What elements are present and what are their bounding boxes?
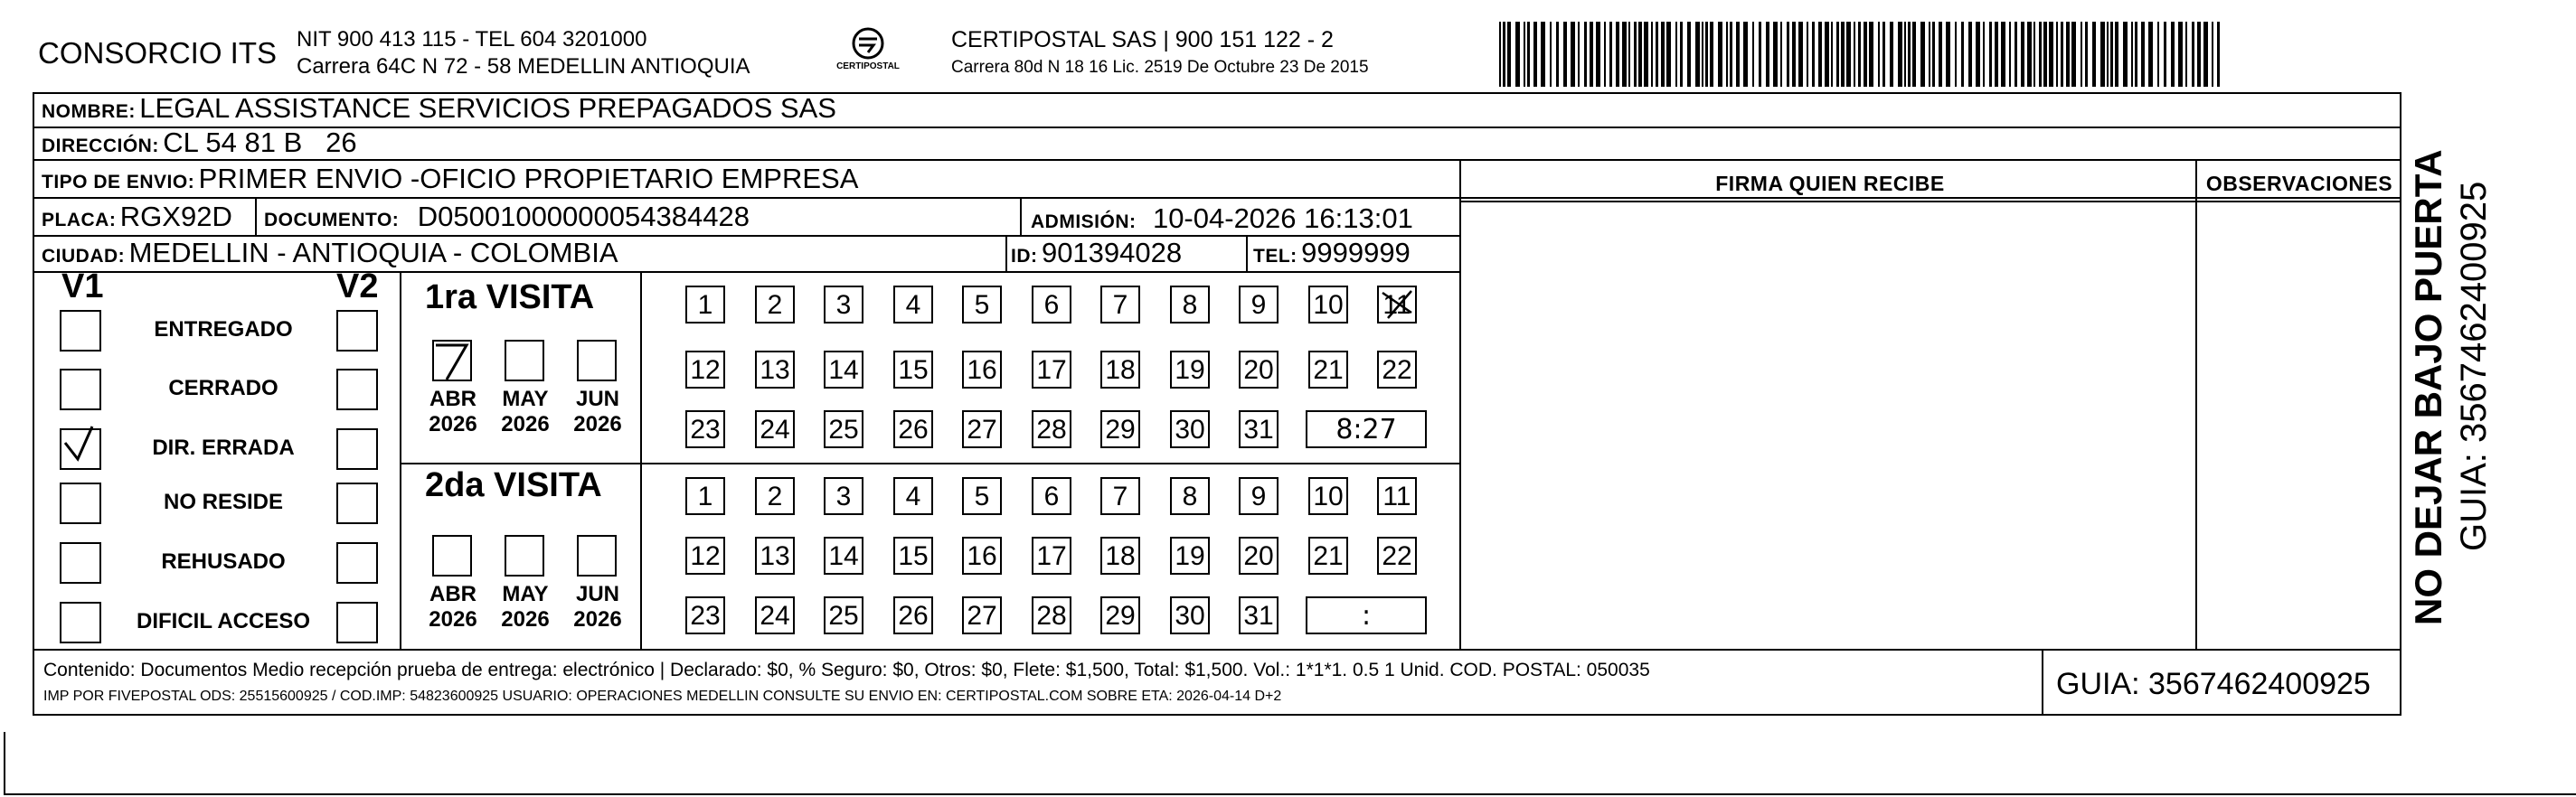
day-box-6[interactable]: 6	[1032, 286, 1071, 323]
day-box-16[interactable]: 16	[962, 537, 1002, 575]
month-checkbox-jun[interactable]	[577, 340, 617, 381]
barcode-bar	[1929, 22, 1930, 87]
barcode-bar	[2021, 22, 2024, 87]
day-box-21[interactable]: 21	[1308, 351, 1348, 389]
barcode-bar	[2135, 22, 2137, 87]
status-label: CERRADO	[168, 376, 278, 400]
barcode-bar	[2015, 22, 2017, 87]
month-label: MAY	[502, 582, 549, 606]
admision-label: ADMISIÓN:	[1031, 211, 1137, 232]
v2-checkbox-2[interactable]	[336, 369, 378, 410]
status-label: NO RESIDE	[163, 490, 284, 514]
barcode-bar	[1995, 22, 1998, 87]
barcode-bar	[1841, 22, 1845, 87]
barcode-bar	[1787, 22, 1789, 87]
barcode-bar	[1920, 22, 1925, 87]
day-box-11[interactable]: 11	[1377, 286, 1417, 323]
day-box-26[interactable]: 26	[893, 596, 933, 634]
barcode-bar	[1869, 22, 1873, 87]
day-box-20[interactable]: 20	[1239, 537, 1279, 575]
barcode-bar	[2071, 22, 2076, 87]
status-label: DIR. ERRADA	[152, 436, 295, 460]
observaciones-header: OBSERVACIONES	[2205, 172, 2393, 195]
v1-checkbox-5[interactable]	[60, 542, 101, 584]
tipo-field	[42, 163, 858, 195]
id-value: 901394028	[1041, 237, 1183, 268]
barcode-bar	[1773, 22, 1778, 87]
tipo-label: TIPO DE ENVIO:	[42, 172, 195, 192]
company-name: CONSORCIO ITS	[38, 36, 278, 70]
day-box-18[interactable]: 18	[1100, 351, 1140, 389]
logo-text: CERTIPOSTAL	[836, 61, 900, 71]
barcode-bar	[1556, 22, 1559, 87]
barcode-bar	[1609, 22, 1612, 87]
time-box[interactable]: :	[1306, 596, 1427, 634]
month-label: JUN	[575, 582, 619, 606]
id-field	[1011, 237, 1182, 269]
day-box-8[interactable]: 8	[1170, 477, 1210, 515]
barcode-bar	[1651, 22, 1653, 87]
barcode-bar	[2001, 22, 2005, 87]
day-box-17[interactable]: 17	[1032, 537, 1071, 575]
day-box-8[interactable]: 8	[1170, 286, 1210, 323]
day-box-26[interactable]: 26	[893, 410, 933, 448]
v2-checkbox-5[interactable]	[336, 542, 378, 584]
day-box-7[interactable]: 7	[1100, 477, 1140, 515]
barcode-bar	[2141, 22, 2145, 87]
observaciones-area[interactable]	[2197, 202, 2401, 649]
month-label: JUN	[575, 387, 619, 411]
barcode-bar	[2115, 22, 2118, 87]
barcode-bar	[1836, 22, 1839, 87]
barcode-bar	[1825, 22, 1829, 87]
barcode-bar	[1878, 22, 1880, 87]
barcode-bar	[1983, 22, 1985, 87]
day-box-22[interactable]: 22	[1377, 351, 1417, 389]
barcode-bar	[1752, 22, 1754, 87]
day-box-30[interactable]: 30	[1170, 596, 1210, 634]
time-box[interactable]: 8:27	[1306, 410, 1427, 448]
documento-field	[264, 201, 750, 233]
day-box-21[interactable]: 21	[1308, 537, 1348, 575]
year-label: 2026	[429, 607, 477, 632]
company-nit: NIT 900 413 115 - TEL 604 3201000	[297, 27, 647, 52]
barcode-bar	[1616, 22, 1619, 87]
barcode-bar	[2009, 22, 2011, 87]
barcode-bar	[1507, 22, 1511, 87]
day-box-25[interactable]: 25	[824, 596, 863, 634]
barcode-bar	[2085, 22, 2088, 87]
id-label: ID:	[1011, 246, 1038, 267]
month-checkbox-may[interactable]	[505, 535, 544, 577]
day-box-5[interactable]: 5	[962, 477, 1002, 515]
barcode-bar	[1792, 22, 1796, 87]
barcode-bar	[1831, 22, 1833, 87]
barcode-bar	[2148, 22, 2153, 87]
barcode-bar	[1812, 22, 1815, 87]
day-box-9[interactable]: 9	[1239, 477, 1279, 515]
day-box-31[interactable]: 31	[1239, 596, 1279, 634]
barcode-bar	[1666, 22, 1671, 87]
barcode-bar	[1515, 22, 1520, 87]
barcode-bar	[2157, 22, 2159, 87]
day-box-12[interactable]: 12	[685, 351, 725, 389]
day-box-17[interactable]: 17	[1032, 351, 1071, 389]
day-box-13[interactable]: 13	[755, 537, 795, 575]
barcode-bar	[1846, 22, 1851, 87]
barcode-bar	[1578, 22, 1580, 87]
v2-checkbox-3[interactable]	[336, 428, 378, 470]
barcode-bar	[1550, 22, 1552, 87]
barcode-bar	[2056, 22, 2058, 87]
ciudad-field	[42, 237, 618, 269]
barcode-bar	[1628, 22, 1630, 87]
v1-checkbox-1[interactable]	[60, 310, 101, 352]
barcode-bar	[2061, 22, 2063, 87]
barcode-bar	[2178, 22, 2183, 87]
month-label: ABR	[429, 387, 477, 411]
barcode-bar	[1736, 22, 1740, 87]
company-address: Carrera 64C N 72 - 58 MEDELLIN ANTIOQUIA	[297, 54, 750, 79]
barcode-bar	[1858, 22, 1861, 87]
barcode-bar	[2164, 22, 2166, 87]
barcode-bar	[1499, 22, 1501, 87]
day-box-13[interactable]: 13	[755, 351, 795, 389]
status-label: ENTREGADO	[154, 317, 293, 342]
nombre-value: LEGAL ASSISTANCE SERVICIOS PREPAGADOS SAS	[139, 92, 836, 124]
barcode-bar	[2039, 22, 2042, 87]
placa-value: RGX92D	[119, 201, 232, 232]
barcode-bar	[1759, 22, 1761, 87]
barcode-bar	[1807, 22, 1808, 87]
day-box-28[interactable]: 28	[1032, 410, 1071, 448]
nombre-field	[42, 92, 836, 125]
tel-field	[1253, 237, 1411, 269]
day-box-15[interactable]: 15	[893, 537, 933, 575]
barcode-bar	[2107, 22, 2109, 87]
day-box-27[interactable]: 27	[962, 596, 1002, 634]
side-warning: NO DEJAR BAJO PUERTA	[2407, 149, 2449, 625]
day-box-10[interactable]: 10	[1308, 477, 1348, 515]
month-checkbox-abr[interactable]	[432, 535, 472, 577]
day-box-14[interactable]: 14	[824, 537, 863, 575]
day-box-25[interactable]: 25	[824, 410, 863, 448]
day-box-5[interactable]: 5	[962, 286, 1002, 323]
barcode-bar	[1854, 22, 1855, 87]
barcode-bar	[1563, 22, 1567, 87]
barcode-bar	[1946, 22, 1950, 87]
barcode-bar	[1675, 22, 1677, 87]
barcode-bar	[1644, 22, 1648, 87]
barcode-bar	[1864, 22, 1867, 87]
barcode-bar	[1680, 22, 1683, 87]
day-box-16[interactable]: 16	[962, 351, 1002, 389]
signature-area[interactable]	[1461, 202, 2195, 649]
barcode-bar	[2192, 22, 2194, 87]
barcode-bar	[1961, 22, 1964, 87]
barcode-bar	[1533, 22, 1537, 87]
day-box-3[interactable]: 3	[824, 286, 863, 323]
year-label: 2026	[573, 412, 622, 436]
barcode-bar	[2092, 22, 2096, 87]
barcode-bar	[2027, 22, 2032, 87]
barcode-bar	[1638, 22, 1642, 87]
day-box-4[interactable]: 4	[893, 477, 933, 515]
barcode-bar	[2123, 22, 2128, 87]
barcode-bar	[1656, 22, 1658, 87]
v1-checkbox-2[interactable]	[60, 369, 101, 410]
status-label: DIFICIL ACCESO	[136, 609, 310, 633]
barcode-bar	[1932, 22, 1935, 87]
day-box-27[interactable]: 27	[962, 410, 1002, 448]
year-label: 2026	[501, 412, 550, 436]
year-label: 2026	[573, 607, 622, 632]
signature-header: FIRMA QUIEN RECIBE	[1715, 172, 1945, 195]
v2-checkbox-1[interactable]	[336, 310, 378, 352]
barcode-bar	[1780, 22, 1782, 87]
day-box-15[interactable]: 15	[893, 351, 933, 389]
day-box-1[interactable]: 1	[685, 286, 725, 323]
barcode-bar	[1541, 22, 1545, 87]
barcode-bar	[1798, 22, 1803, 87]
year-label: 2026	[429, 412, 477, 436]
ciudad-value: MEDELLIN - ANTIOQUIA - COLOMBIA	[128, 237, 618, 268]
day-box-6[interactable]: 6	[1032, 477, 1071, 515]
barcode-bar	[1661, 22, 1665, 87]
barcode-bar	[1571, 22, 1575, 87]
barcode-bar	[2043, 22, 2047, 87]
direccion-value: CL 54 81 B 26	[163, 127, 357, 158]
barcode-bar	[1908, 22, 1911, 87]
barcode-bar	[1524, 22, 1525, 87]
status-label: REHUSADO	[161, 549, 286, 574]
barcode-bar	[2066, 22, 2070, 87]
documento-value: D05001000000054384428	[417, 201, 750, 232]
barcode-bar	[2049, 22, 2053, 87]
barcode-bar	[2033, 22, 2035, 87]
v2-label: V2	[336, 267, 379, 305]
day-box-3[interactable]: 3	[824, 477, 863, 515]
barcode-bar	[1766, 22, 1769, 87]
barcode-bar	[1584, 22, 1587, 87]
barcode-bar	[2212, 22, 2213, 87]
barcode-bar	[1989, 22, 1992, 87]
day-box-11[interactable]: 11	[1377, 477, 1417, 515]
barcode	[1499, 22, 2222, 87]
barcode-bar	[1939, 22, 1942, 87]
placa-field	[42, 201, 232, 233]
tel-label: TEL:	[1253, 246, 1297, 267]
barcode-bar	[1710, 22, 1713, 87]
barcode-bar	[1912, 22, 1916, 87]
month-checkbox-may[interactable]	[505, 340, 544, 381]
visit2-title: 2da VISITA	[425, 466, 602, 504]
day-box-29[interactable]: 29	[1100, 410, 1140, 448]
direccion-field	[42, 127, 357, 159]
barcode-bar	[2185, 22, 2187, 87]
barcode-bar	[1968, 22, 1972, 87]
documento-label: DOCUMENTO:	[264, 210, 400, 230]
day-box-2[interactable]: 2	[755, 477, 795, 515]
day-box-4[interactable]: 4	[893, 286, 933, 323]
v1-label: V1	[61, 267, 104, 305]
nombre-label: NOMBRE:	[42, 101, 136, 122]
side-guia: GUIA: 3567462400925	[2454, 181, 2494, 551]
barcode-bar	[2081, 22, 2082, 87]
day-box-24[interactable]: 24	[755, 596, 795, 634]
day-box-14[interactable]: 14	[824, 351, 863, 389]
barcode-bar	[2110, 22, 2113, 87]
year-label: 2026	[501, 607, 550, 632]
barcode-bar	[1882, 22, 1885, 87]
barcode-bar	[1818, 22, 1822, 87]
placa-label: PLACA:	[42, 210, 117, 230]
day-box-30[interactable]: 30	[1170, 410, 1210, 448]
barcode-bar	[2203, 22, 2208, 87]
day-box-29[interactable]: 29	[1100, 596, 1140, 634]
certipostal-logo	[832, 25, 904, 80]
day-box-19[interactable]: 19	[1170, 537, 1210, 575]
footer-imp: IMP POR FIVEPOSTAL ODS: 25515600925 / COD.IMP: 54823600925 USUARIO: OPERACIONES MEDELLIN CONSULTE SU ENVIO EN: CERTIPOSTAL.COM SOBRE ETA: 2026-04-14 D+2	[43, 689, 1282, 704]
barcode-bar	[1730, 22, 1732, 87]
month-label: MAY	[502, 387, 549, 411]
v1-checkbox-3[interactable]	[60, 428, 101, 470]
day-box-7[interactable]: 7	[1100, 286, 1140, 323]
certipostal-info: CERTIPOSTAL SAS | 900 151 122 - 2	[951, 27, 1334, 52]
day-box-24[interactable]: 24	[755, 410, 795, 448]
barcode-bar	[2217, 22, 2220, 87]
barcode-bar	[1743, 22, 1748, 87]
direccion-label: DIRECCIÓN:	[42, 136, 159, 156]
day-box-12[interactable]: 12	[685, 537, 725, 575]
barcode-bar	[1705, 22, 1708, 87]
day-box-23[interactable]: 23	[685, 410, 725, 448]
day-box-2[interactable]: 2	[755, 286, 795, 323]
barcode-bar	[1898, 22, 1902, 87]
tel-value: 9999999	[1301, 237, 1411, 268]
month-label: ABR	[429, 582, 477, 606]
barcode-bar	[1955, 22, 1957, 87]
visit1-title: 1ra VISITA	[425, 278, 595, 316]
barcode-bar	[1503, 22, 1505, 87]
v1-checkbox-6[interactable]	[60, 602, 101, 643]
barcode-bar	[1634, 22, 1637, 87]
barcode-bar	[1622, 22, 1627, 87]
v2-checkbox-4[interactable]	[336, 483, 378, 524]
barcode-bar	[1976, 22, 1980, 87]
day-box-19[interactable]: 19	[1170, 351, 1210, 389]
day-box-1[interactable]: 1	[685, 477, 725, 515]
barcode-bar	[1718, 22, 1722, 87]
footer-content: Contenido: Documentos Medio recepción prueba de entrega: electrónico | Declarado: $0, % Seguro: $0, Otros: $0, Flete: $1,500, Total: $1,500. Vol.: 1*1*1. 0.5 1 Unid. COD. POSTAL: 050035	[43, 660, 1650, 680]
barcode-bar	[1702, 22, 1703, 87]
day-box-10[interactable]: 10	[1308, 286, 1348, 323]
day-box-20[interactable]: 20	[1239, 351, 1279, 389]
month-checkbox-jun[interactable]	[577, 535, 617, 577]
day-box-31[interactable]: 31	[1239, 410, 1279, 448]
barcode-bar	[2171, 22, 2175, 87]
day-box-22[interactable]: 22	[1377, 537, 1417, 575]
day-box-9[interactable]: 9	[1239, 286, 1279, 323]
day-box-28[interactable]: 28	[1032, 596, 1071, 634]
month-checkbox-abr[interactable]	[432, 340, 472, 381]
barcode-bar	[1604, 22, 1606, 87]
admision-value: 10-04-2026 16:13:01	[1152, 202, 1413, 234]
barcode-bar	[2100, 22, 2105, 87]
footer-guia: GUIA: 3567462400925	[2056, 667, 2371, 701]
ciudad-label: CIUDAD:	[42, 246, 126, 267]
barcode-bar	[1890, 22, 1893, 87]
v2-checkbox-6[interactable]	[336, 602, 378, 643]
day-box-18[interactable]: 18	[1100, 537, 1140, 575]
barcode-bar	[1687, 22, 1691, 87]
barcode-bar	[2197, 22, 2201, 87]
certipostal-license: Carrera 80d N 18 16 Lic. 2519 De Octubre 23 De 2015	[951, 58, 1369, 77]
barcode-bar	[1695, 22, 1700, 87]
barcode-bar	[1726, 22, 1728, 87]
tipo-value: PRIMER ENVIO -OFICIO PROPIETARIO EMPRESA	[198, 163, 859, 194]
barcode-bar	[1596, 22, 1600, 87]
admision-field	[1031, 202, 1413, 235]
barcode-bar	[1527, 22, 1530, 87]
barcode-bar	[1590, 22, 1593, 87]
day-box-23[interactable]: 23	[685, 596, 725, 634]
barcode-bar	[2131, 22, 2133, 87]
v1-checkbox-4[interactable]	[60, 483, 101, 524]
barcode-bar	[1904, 22, 1906, 87]
